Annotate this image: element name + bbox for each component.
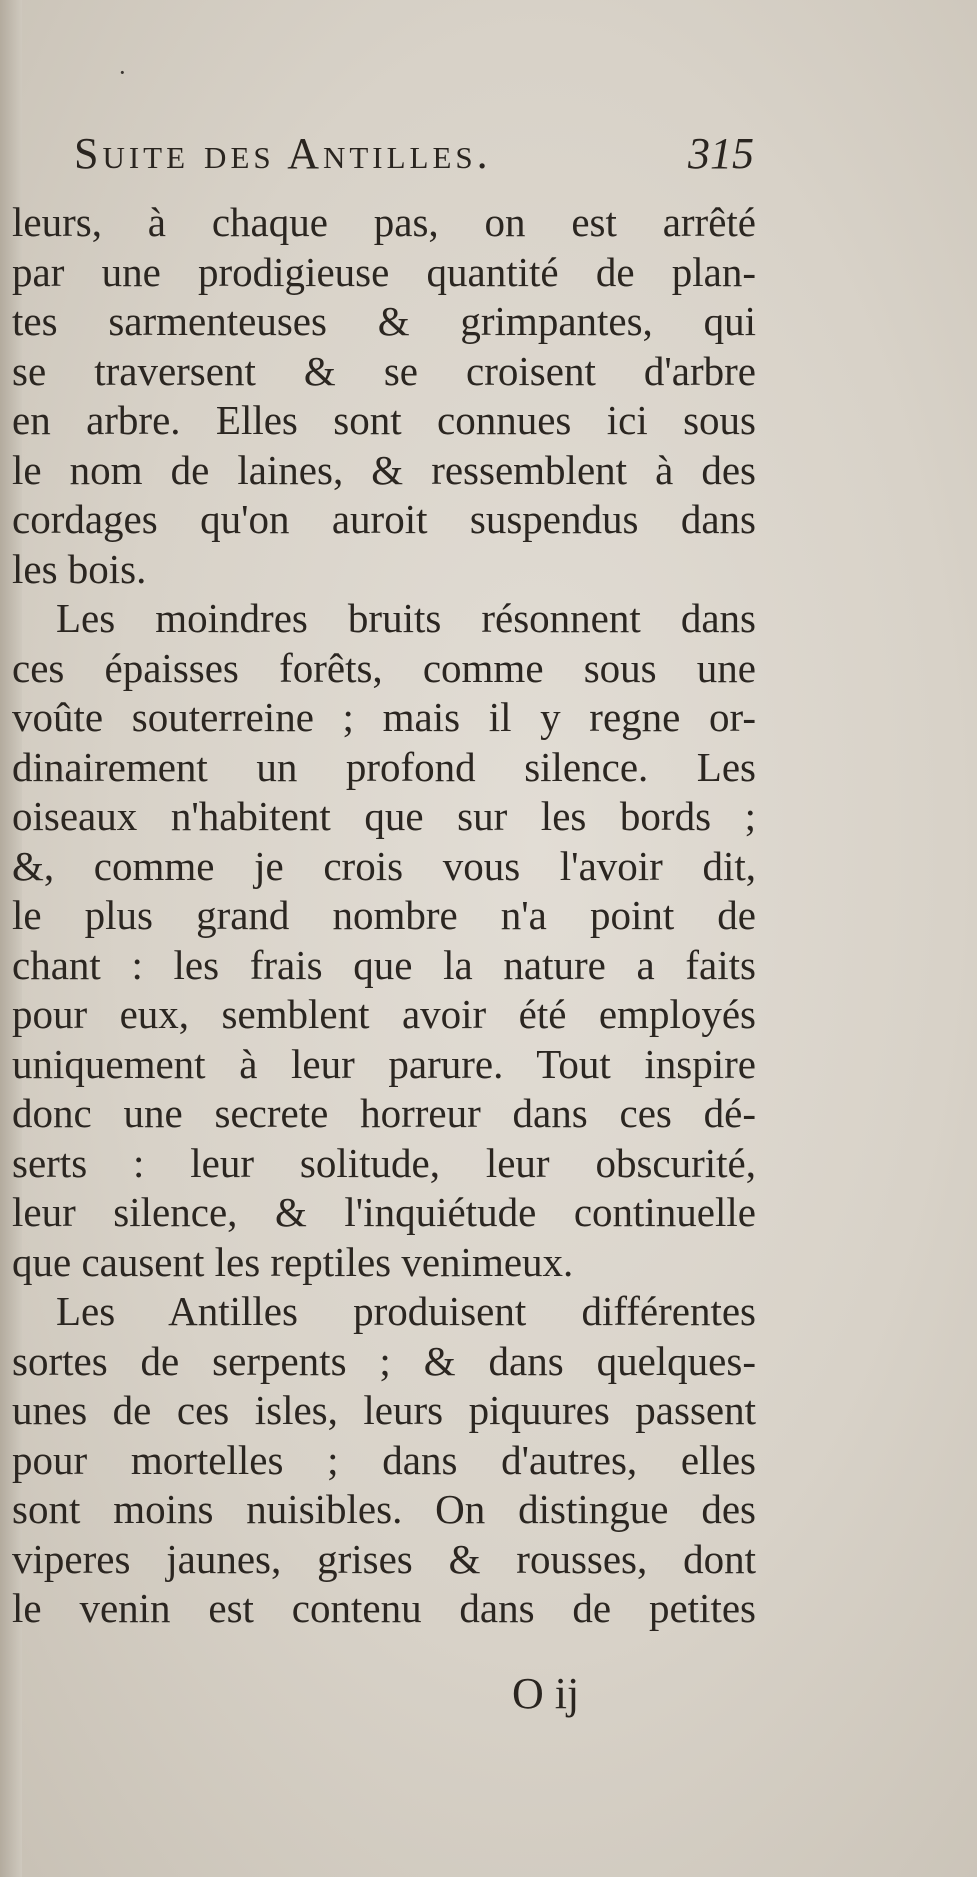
text-line: donc une secrete horreur dans ces dé- xyxy=(12,1090,756,1136)
ink-speck: · xyxy=(118,58,127,87)
body-text xyxy=(12,198,756,1634)
text-line: cordages qu'on auroit suspendus dans xyxy=(12,496,756,542)
text-line: unes de ces isles, leurs piquures passent xyxy=(12,1387,756,1433)
text-line: que causent les reptiles venimeux. xyxy=(12,1238,574,1285)
text-line: Les moindres bruits résonnent dans xyxy=(56,595,756,641)
text-line: voûte souterreine ; mais il y regne or- xyxy=(12,694,756,740)
text-line: serts : leur solitude, leur obscurité, xyxy=(12,1139,756,1186)
text-line: chant : les frais que la nature a faits xyxy=(12,941,756,988)
signature-mark: O ij xyxy=(512,1669,580,1718)
text-line: les bois. xyxy=(12,545,147,592)
text-line: par une prodigieuse quantité de plan- xyxy=(12,248,756,295)
text-line: sortes de serpents ; & dans quelques- xyxy=(12,1337,756,1384)
text-line: le nom de laines, & ressemblent à des xyxy=(12,446,756,493)
text-line: uniquement à leur parure. Tout inspire xyxy=(12,1040,756,1087)
text-line: viperes jaunes, grises & rousses, dont xyxy=(12,1535,756,1582)
text-line: le venin est contenu dans de petites xyxy=(12,1585,756,1631)
text-line: sont moins nuisibles. On distingue des xyxy=(12,1486,756,1532)
text-line: pour mortelles ; dans d'autres, elles xyxy=(12,1436,756,1483)
text-line: oiseaux n'habitent que sur les bords ; xyxy=(12,793,756,839)
text-line: leur silence, & l'inquiétude continuelle xyxy=(12,1189,756,1235)
text-line: tes sarmenteuses & grimpantes, qui xyxy=(12,298,756,344)
text-line: le plus grand nombre n'a point de xyxy=(12,892,756,938)
text-line: Les Antilles produisent différentes xyxy=(56,1288,756,1334)
running-title: Suite des Antilles. xyxy=(74,129,492,178)
text-line: dinairement un profond silence. Les xyxy=(12,743,756,790)
text-line: ces épaisses forêts, comme sous une xyxy=(12,644,756,691)
text-line: &, comme je crois vous l'avoir dit, xyxy=(12,842,756,889)
text-line: leurs, à chaque pas, on est arrêté xyxy=(12,199,756,245)
text-line: se traversent & se croisent d'arbre xyxy=(12,347,756,394)
text-line: pour eux, semblent avoir été employés xyxy=(12,991,756,1037)
page-number: 315 xyxy=(688,129,754,178)
running-head xyxy=(74,128,754,192)
text-line: en arbre. Elles sont connues ici sous xyxy=(12,397,756,443)
